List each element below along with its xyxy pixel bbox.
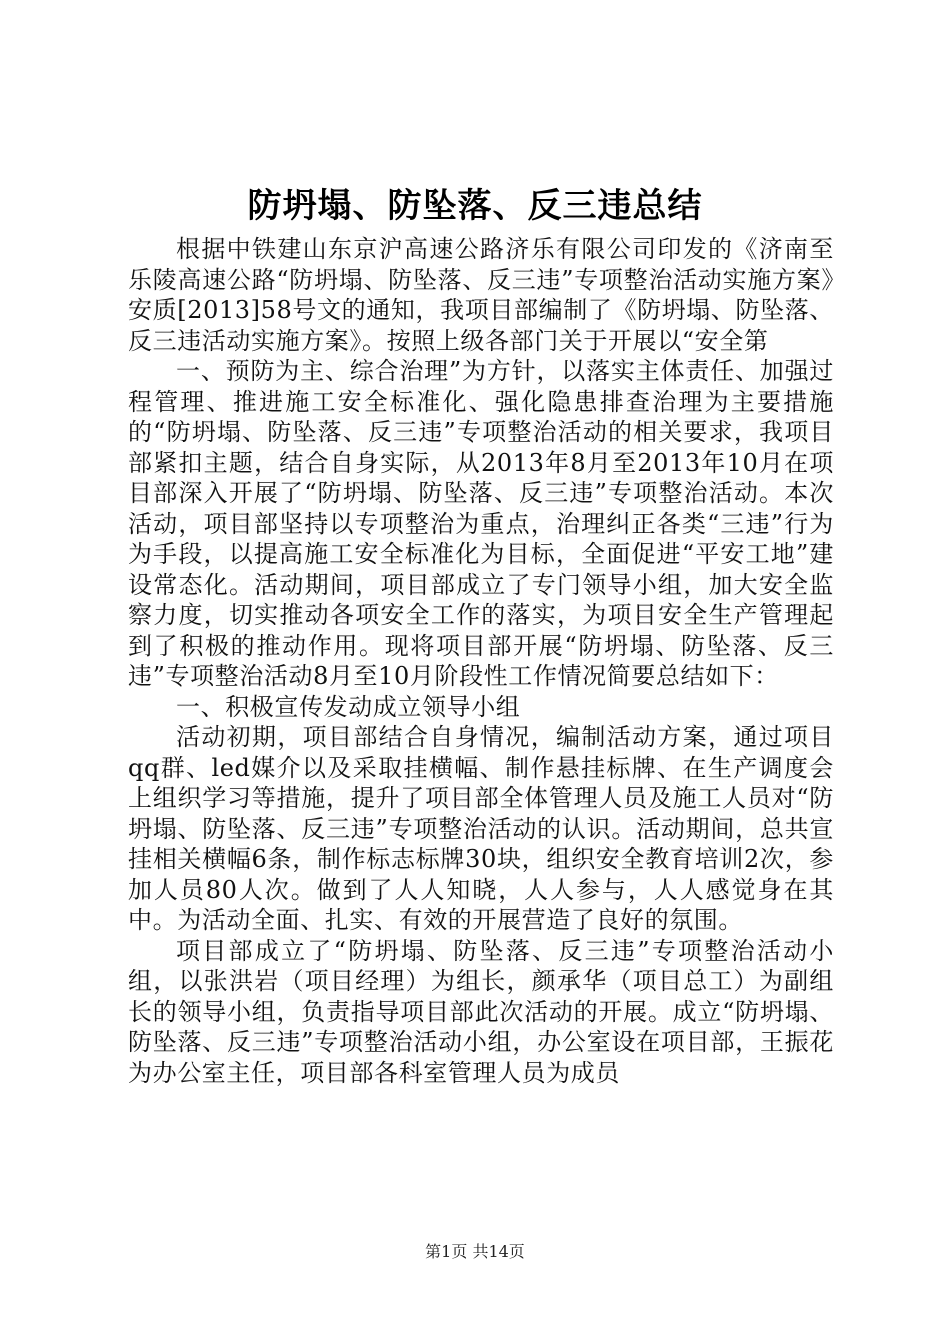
document-body bbox=[128, 234, 834, 1088]
paragraph-intro: 根据中铁建山东京沪高速公路济乐有限公司印发的《济南至乐陵高速公路“防坍塌、防坠落、反三违”专项整治活动实施方案》安质[2013]58号文的通知，我项目部编制了《防坍塌、防坠落、反三违活动实施方案》。按照上级各部门关于开展以“安全第 bbox=[128, 235, 834, 355]
document-title: 防坍塌、防坠落、反三违总结 bbox=[247, 186, 703, 226]
paragraph-leadership-group: 项目部成立了“防坍塌、防坠落、反三违”专项整治活动小组，以张洪岩（项目经理）为组长，颜承华（项目总工）为副组长的领导小组，负责指导项目部此次活动的开展。成立“防坍塌、防坠落、反三违”专项整治活动小组，办公室设在项目部，王振花为办公室主任，项目部各科室管理人员为成员 bbox=[128, 936, 834, 1087]
section-heading: 一、积极宣传发动成立领导小组 bbox=[176, 692, 521, 721]
page-number-footer: 第1页 共14页 bbox=[425, 1242, 525, 1261]
paragraph-publicity: 活动初期，项目部结合自身情况，编制活动方案，通过项目qq群、led媒介以及采取挂横幅、制作悬挂标牌、在生产调度会上组织学习等措施，提升了项目部全体管理人员及施工人员对“防坍塌、防坠落、反三违”专项整治活动的认识。活动期间，总共宣挂相关横幅6条，制作标志标牌30块，组织安全教育培训2次，参加人员80人次。做到了人人知晓，人人参与，人人感觉身在其中。为活动全面、扎实、有效的开展营造了良好的氛围。 bbox=[128, 723, 834, 934]
paragraph-overview: 一、预防为主、综合治理”为方针，以落实主体责任、加强过程管理、推进施工安全标准化、强化隐患排查治理为主要措施的“防坍塌、防坠落、反三违”专项整治活动的相关要求，我项目部紧扣主题，结合自身实际，从2013年8月至2013年10月在项目部深入开展了“防坍塌、防坠落、反三违”专项整治活动。本次活动，项目部坚持以专项整治为重点，治理纠正各类“三违”行为为手段，以提高施工安全标准化为目标，全面促进“平安工地”建设常态化。活动期间，项目部成立了专门领导小组，加大安全监察力度，切实推动各项安全工作的落实，为项目安全生产管理起到了积极的推动作用。现将项目部开展“防坍塌、防坠落、反三违”专项整治活动8月至10月阶段性工作情况简要总结如下： bbox=[128, 357, 834, 690]
